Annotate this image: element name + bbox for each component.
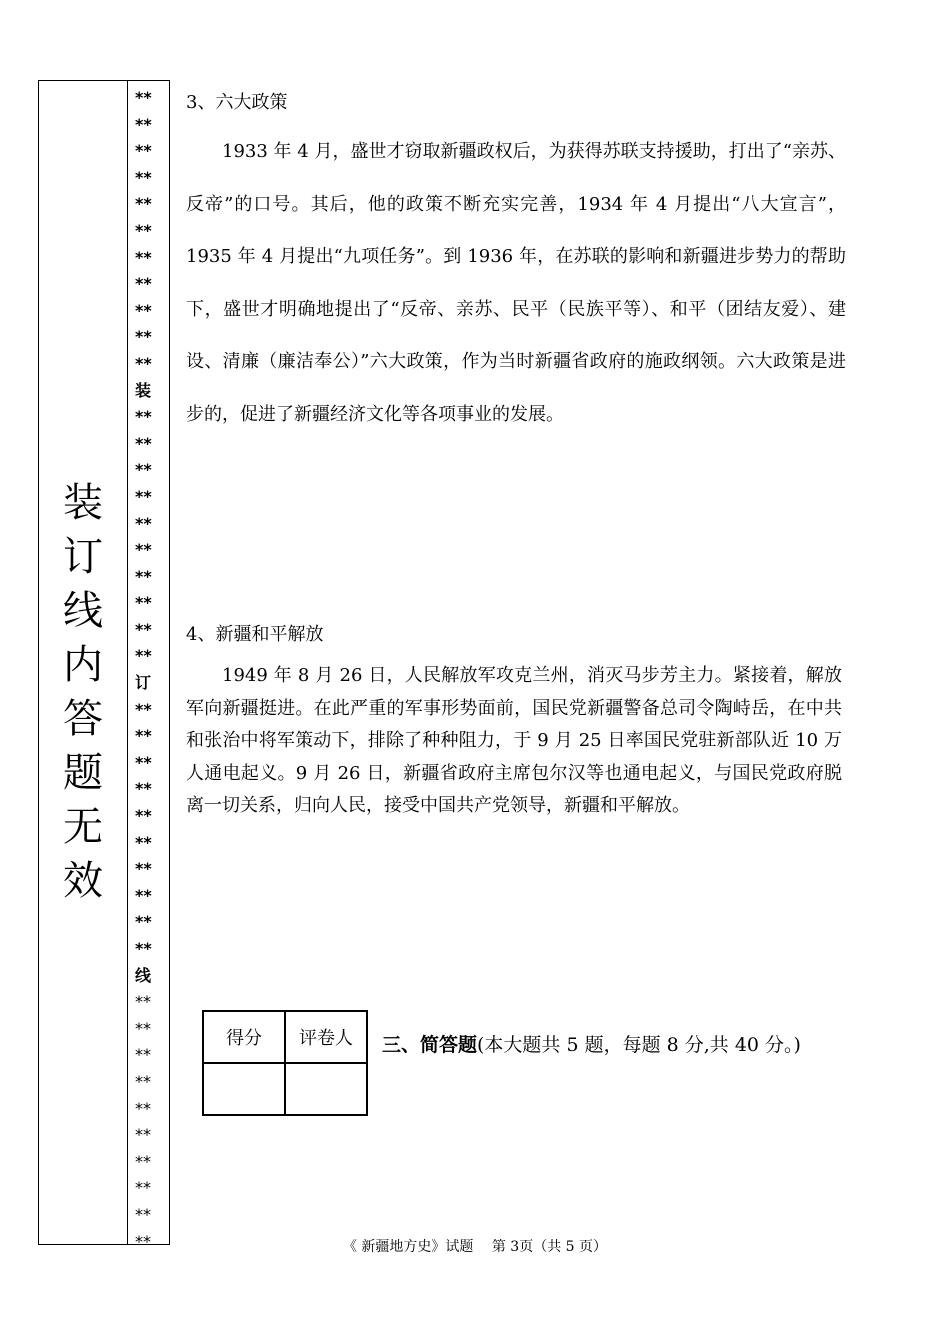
binding-star-mark: 线 — [135, 965, 152, 985]
binding-star-mark: ** — [135, 779, 152, 799]
binding-star-mark: ** — [135, 513, 152, 533]
binding-notice-char: 订 — [63, 534, 103, 580]
grader-cell[interactable] — [285, 1063, 367, 1115]
binding-star-mark: ** — [135, 885, 152, 905]
binding-star-mark: ** — [135, 939, 152, 958]
binding-notice-char: 答 — [63, 696, 103, 742]
section-three-note: (本大题共 5 题，每题 8 分,共 40 分。) — [477, 1034, 801, 1056]
section-4 — [186, 658, 842, 823]
binding-star-mark: ** — [135, 433, 152, 453]
binding-star-mark: ** — [135, 327, 152, 347]
binding-star-mark: ** — [135, 646, 152, 666]
binding-notice-char: 线 — [63, 588, 103, 634]
page-footer: 《 新疆地方史》试题 第 3页（共 5 页） — [342, 1239, 608, 1255]
binding-star-mark: ** — [135, 460, 152, 480]
binding-star-mark: ** — [135, 593, 152, 613]
binding-star-mark: ** — [135, 1018, 151, 1038]
binding-notice-char: 效 — [63, 858, 103, 904]
binding-star-mark: ** — [135, 247, 152, 267]
binding-star-mark: ** — [135, 726, 152, 746]
score-label: 得分 — [203, 1011, 285, 1063]
binding-star-mark: ** — [135, 992, 151, 1012]
binding-star-mark: ** — [135, 806, 152, 826]
binding-star-mark: ** — [135, 1151, 151, 1171]
binding-star-column — [129, 85, 171, 1255]
binding-notice — [39, 476, 127, 908]
binding-star-mark: ** — [135, 407, 152, 427]
binding-star-mark: ** — [135, 619, 152, 639]
binding-star-mark: ** — [135, 167, 152, 187]
binding-star-mark: ** — [135, 1125, 151, 1145]
binding-star-mark: ** — [135, 194, 152, 214]
binding-star-mark: ** — [135, 540, 152, 560]
binding-star-mark: ** — [135, 752, 152, 772]
section-3-heading: 3、六大政策 — [186, 92, 288, 113]
section-three-heading: 三、简答题 — [382, 1034, 478, 1056]
binding-star-mark: ** — [135, 114, 152, 134]
binding-star-mark: ** — [135, 486, 152, 506]
grader-label: 评卷人 — [285, 1011, 367, 1063]
section-three-title — [382, 1030, 801, 1057]
binding-margin — [38, 80, 170, 1251]
binding-notice-char: 内 — [63, 642, 103, 688]
section-4-paragraph: 1949 年 8 月 26 日，人民解放军攻克兰州，消灭马步芳主力。紧接着，解放军向新疆挺进。在此严重的军事形势面前，国民党新疆警备总司令陶峙岳，在中共和张治中将军策动下，排除了种种阻力，于 9 月 25 日率国民党驻新部队近 10 万人通电起义。9 月 26 日，新疆省政府主席包尔汉等也通电起义，与国民党政府脱离一切关系，归向人民，接受中国共产党领导，新疆和平解放。 — [186, 665, 842, 817]
binding-star-mark: ** — [135, 220, 152, 240]
score-cell[interactable] — [203, 1063, 285, 1115]
binding-star-mark: ** — [135, 1231, 151, 1251]
binding-star-mark: ** — [135, 300, 152, 320]
binding-notice-char: 题 — [63, 750, 103, 796]
binding-star-mark: ** — [135, 832, 152, 852]
binding-star-mark: 装 — [135, 380, 152, 400]
score-table — [202, 1010, 368, 1116]
section-4-heading: 4、新疆和平解放 — [186, 624, 324, 645]
section-3-paragraph: 1933 年 4 月，盛世才窃取新疆政权后，为获得苏联支持援助，打出了“亲苏、反帝”的口号。其后，他的政策不断充实完善，1934 年 4 月提出“八大宣言”，1935 年 4 月提出“九项任务”。到 1936 年，在苏联的影响和新疆进步势力的帮助下，盛世才明确地提出了“反帝、亲苏、民平（民族平等）、和平（团结友爱）、建设、清廉（廉洁奉公）”六大政策，作为当时新疆省政府的施政纲领。六大政策是进步的，促进了新疆经济文化等各项事业的发展。 — [186, 141, 846, 425]
binding-star-mark: ** — [135, 274, 152, 294]
binding-star-mark: ** — [135, 1204, 151, 1224]
binding-star-mark: ** — [135, 353, 152, 373]
binding-star-mark: ** — [135, 859, 152, 879]
binding-star-mark: ** — [135, 1071, 151, 1091]
binding-notice-char: 装 — [63, 480, 103, 526]
binding-notice-char: 无 — [63, 804, 103, 850]
binding-star-mark: ** — [135, 912, 152, 932]
binding-star-mark: ** — [135, 699, 152, 719]
binding-star-mark: 订 — [135, 673, 152, 693]
binding-star-mark: ** — [135, 141, 152, 161]
binding-star-mark: ** — [135, 88, 152, 107]
binding-star-mark: ** — [135, 1098, 151, 1118]
binding-star-mark: ** — [135, 1045, 151, 1065]
binding-star-mark: ** — [135, 566, 152, 586]
margin-divider — [127, 81, 128, 1244]
section-3 — [186, 88, 846, 442]
binding-star-mark: ** — [135, 1178, 151, 1198]
